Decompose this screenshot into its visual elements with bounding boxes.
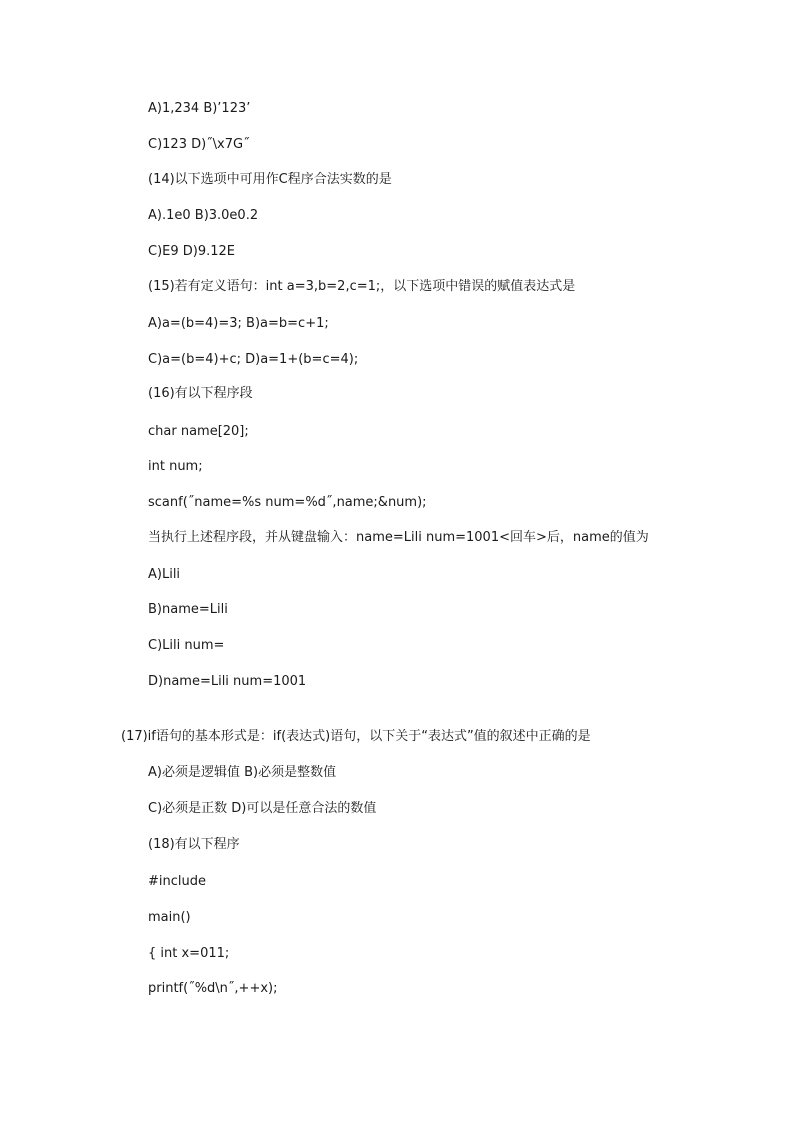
code-line: { int x=011;	[148, 946, 230, 961]
option-16b: B)name=Lili	[148, 602, 228, 617]
question-16: (16)有以下程序段	[148, 386, 253, 401]
option-16c: C)Lili num=	[148, 638, 225, 653]
option-line-13ab: A)1,234 B)’123’	[148, 101, 251, 116]
code-line: int num;	[148, 459, 203, 474]
code-line: char name[20];	[148, 424, 249, 439]
option-line-13cd: C)123 D)˝\x7G˝	[148, 137, 250, 152]
question-16-prompt: 当执行上述程序段，并从键盘输入：name=Lili num=1001<回车>后，name的值为	[148, 530, 649, 545]
question-18: (18)有以下程序	[148, 837, 240, 852]
option-line-15cd: C)a=(b=4)+c; D)a=1+(b=c=4);	[148, 352, 359, 367]
question-17: (17)if语句的基本形式是：if(表达式)语句，以下关于“表达式”值的叙述中正确的是	[121, 729, 591, 744]
option-line-17cd: C)必须是正数 D)可以是任意合法的数值	[148, 801, 377, 816]
question-14: (14)以下选项中可用作C程序合法实数的是	[148, 172, 392, 187]
option-line-14cd: C)E9 D)9.12E	[148, 244, 236, 259]
code-line: main()	[148, 910, 191, 925]
question-15: (15)若有定义语句：int a=3,b=2,c=1;，以下选项中错误的赋值表达式是	[148, 279, 576, 294]
option-line-14ab: A).1e0 B)3.0e0.2	[148, 208, 259, 223]
option-line-17ab: A)必须是逻辑值 B)必须是整数值	[148, 765, 337, 780]
option-16a: A)Lili	[148, 567, 181, 582]
code-line: scanf(˝name=%s num=%d˝,name;&num);	[148, 495, 427, 510]
code-line: #include	[148, 874, 206, 889]
option-16d: D)name=Lili num=1001	[148, 674, 307, 689]
option-line-15ab: A)a=(b=4)=3; B)a=b=c+1;	[148, 316, 329, 331]
code-line: printf(˝%d\n˝,++x);	[148, 981, 278, 996]
